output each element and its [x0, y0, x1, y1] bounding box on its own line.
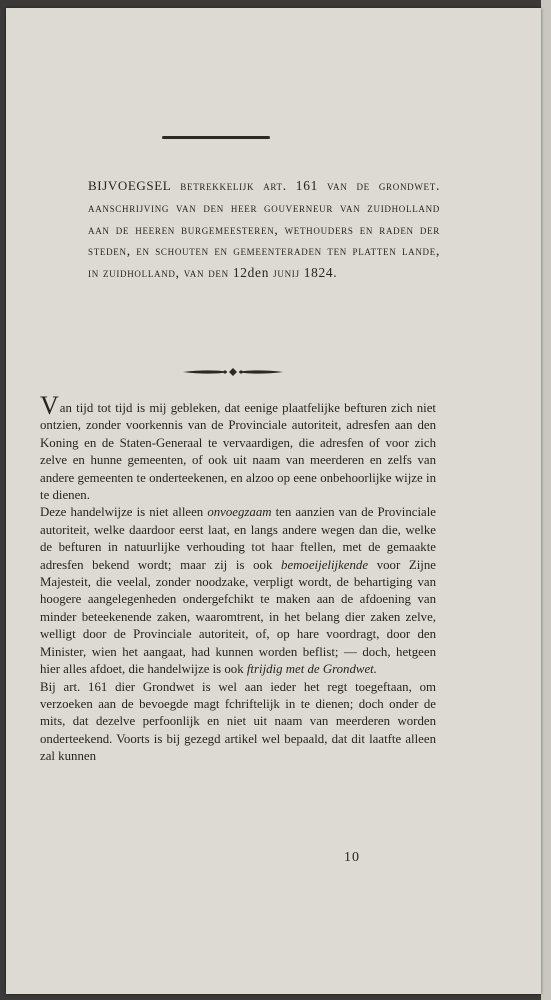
heading-date-day: 12den	[232, 265, 270, 281]
paragraph-2-text-c: voor Zijne Majesteit, die veelal, zonder noodzake, verpligt wordt, de behartiging van hoogere aangelegenheden ondergefchikt te maken aan de afdoening van minder beteekenende zaken, waaromtrent, in het belang dier zaken zelve, welligt door de Provinciale autoriteit, of, op hare voordragt, door den Minister, wien het aangaat, had kunnen worden beflist; — doch, hetgeen hier alles afdoet, die handelwijze is ook	[40, 557, 436, 677]
page-number: 10	[344, 850, 360, 865]
ornament-divider	[181, 366, 285, 378]
paragraph-3: Bij art. 161 dier Grondwet is wel aan ieder het regt toegeftaan, om verzoeken aan de bevoegde magt fchriftelijk in te dienen; doch onder de mits, dat dezelve perfoonlijk en niet uit naam van meerderen worden onderteekend. Voorts is bij gezegd artikel wel bepaald, dat dit laatfte alleen zal kunnen	[40, 679, 436, 764]
drop-capital: V	[40, 391, 59, 420]
paragraph-1	[40, 391, 436, 504]
top-rule	[162, 136, 270, 139]
paragraph-1-text: an tijd tot tijd is mij gebleken, dat eenige plaatfelijke befturen zich niet ontzien, zonder voorkennis van de Provinciale autoriteit, adresfen aan den Koning en de Staten-Generaal te vervaardigen, die adresfen of voor zich zelve en hunne gemeenten, of ook uit naam van meerderen en zelfs van andere gemeenten te onderteekenen, en alzoo op eene onbehoorlijke wijze in te dienen.	[40, 401, 436, 503]
paragraph-2-text-a: Deze handelwijze is niet alleen	[40, 505, 208, 520]
body-text	[40, 391, 436, 766]
section-heading	[88, 174, 440, 284]
heading-date-rest: junij 1824.	[273, 265, 338, 281]
document-page	[6, 8, 541, 994]
page-edge	[541, 0, 551, 1000]
paragraph-2	[40, 504, 436, 678]
heading-text: betrekkelijk art. 161 van de grondwet. aanschrijving van den heer gouverneur van zuidholland aan de heeren burgemeesteren, wethouders en raden der steden, en schouten en gemeenteraden ten platten lande, in zuidholland, van den	[88, 178, 440, 281]
emphasis-onvoegzaam: onvoegzaam	[207, 505, 272, 520]
emphasis-grondwet: ftrijdig met de Grondwet.	[246, 662, 377, 677]
emphasis-bemoeijelijkende: bemoeijelijkende	[281, 557, 369, 572]
paragraph-2-text-b: ten aanzien van de Provinciale autoriteit, welke daardoor eerst laat, en langs andere wegen dan die, welke de befturen in natuurlijke verhouding tot haar ftellen, met de gemaakte adresfen bekend wordt; maar zij is ook	[40, 505, 436, 572]
heading-lead-word: bijvoegsel	[88, 174, 172, 194]
